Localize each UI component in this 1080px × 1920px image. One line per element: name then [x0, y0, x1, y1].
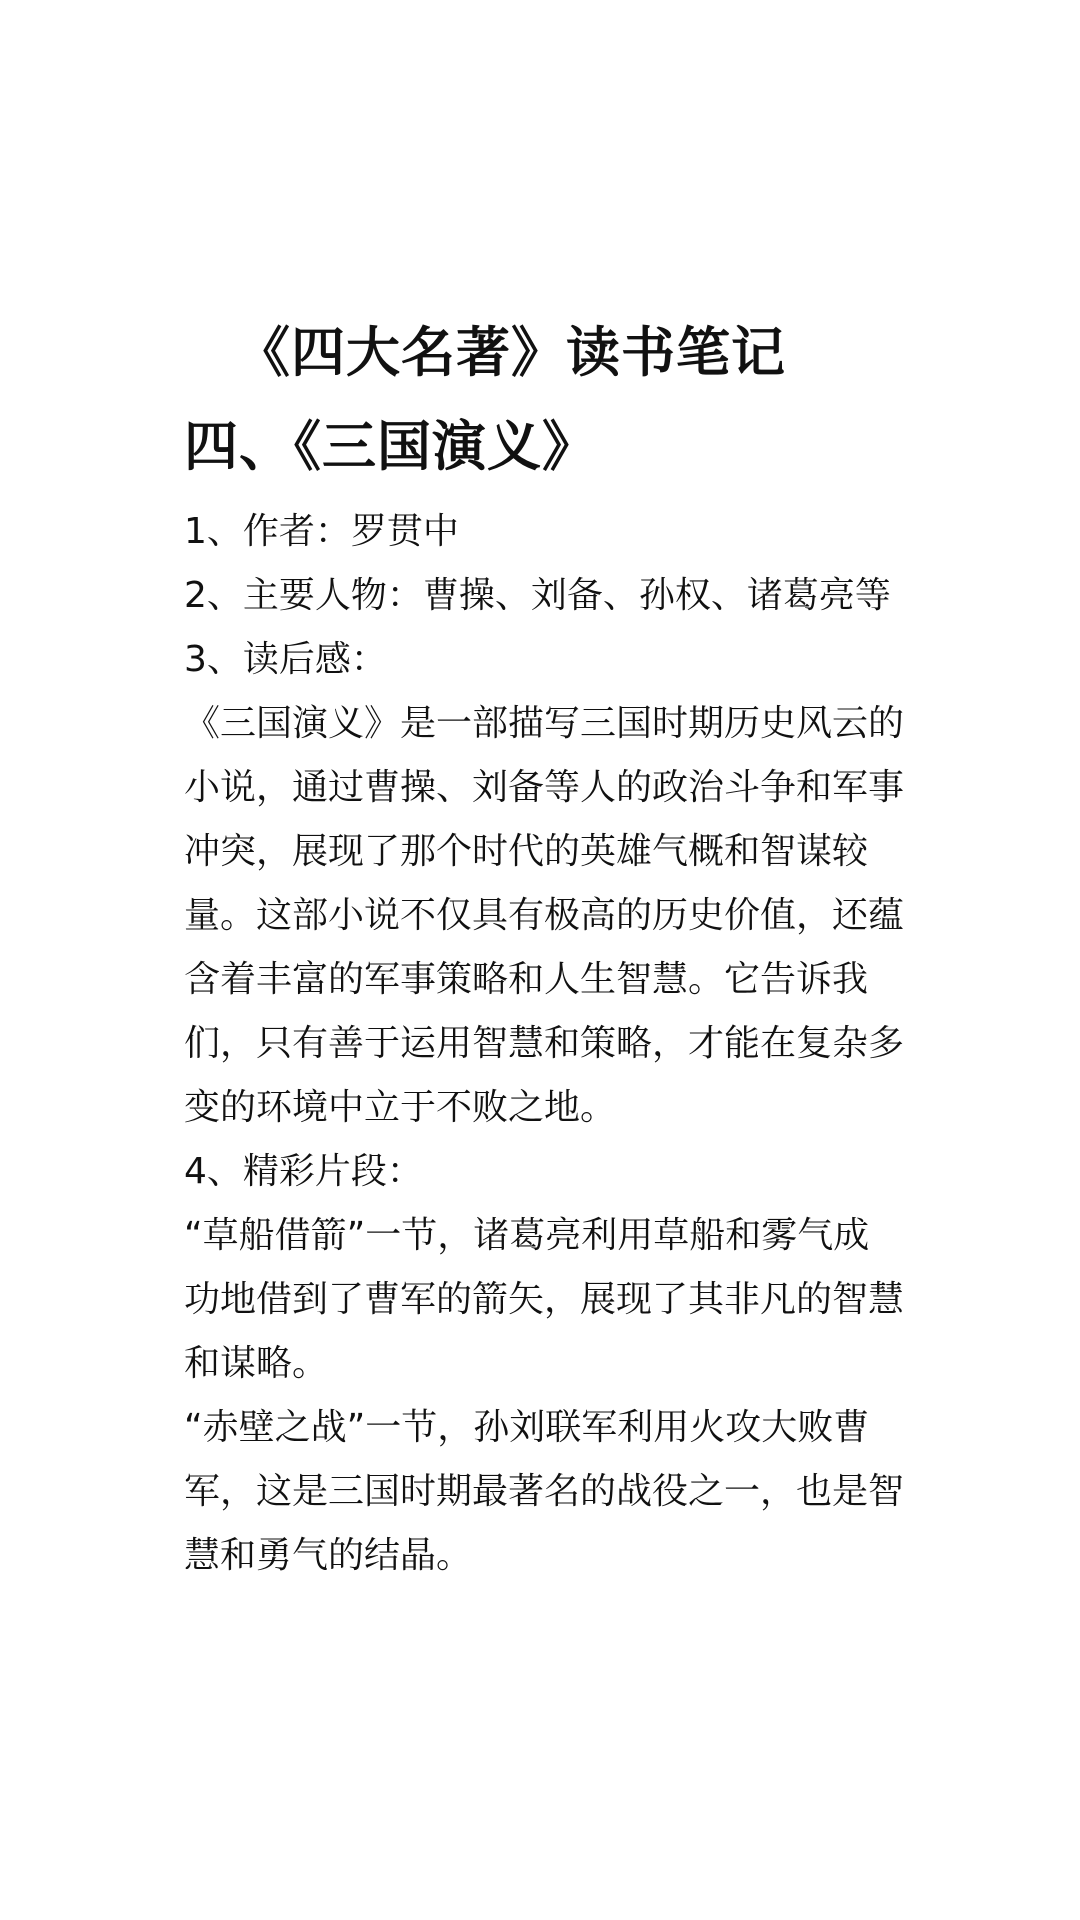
note-body — [184, 500, 904, 1588]
page-title: 《四大名著》读书笔记 — [236, 321, 786, 384]
reflection-heading: 3、读后感： — [184, 639, 387, 680]
author-line: 1、作者：罗贯中 — [184, 511, 459, 552]
excerpt-paragraph-2: “赤壁之战”一节，孙刘联军利用火攻大败曹军，这是三国时期最著名的战役之一，也是智慧和勇气的结晶。 — [184, 1407, 905, 1576]
reflection-paragraph: 《三国演义》是一部描写三国时期历史风云的小说，通过曹操、刘备等人的政治斗争和军事冲突，展现了那个时代的英雄气概和智谋较量。这部小说不仅具有极高的历史价值，还蕴含着丰富的军事策略和人生智慧。它告诉我们，只有善于运用智慧和策略，才能在复杂多变的环境中立于不败之地。 — [184, 703, 905, 1128]
excerpt-paragraph-1: “草船借箭”一节，诸葛亮利用草船和雾气成功地借到了曹军的箭矢，展现了其非凡的智慧和谋略。 — [184, 1215, 905, 1384]
characters-line: 2、主要人物：曹操、刘备、孙权、诸葛亮等 — [184, 575, 891, 616]
excerpt-heading: 4、精彩片段： — [184, 1151, 423, 1192]
section-title: 四、《三国演义》 — [184, 415, 597, 478]
